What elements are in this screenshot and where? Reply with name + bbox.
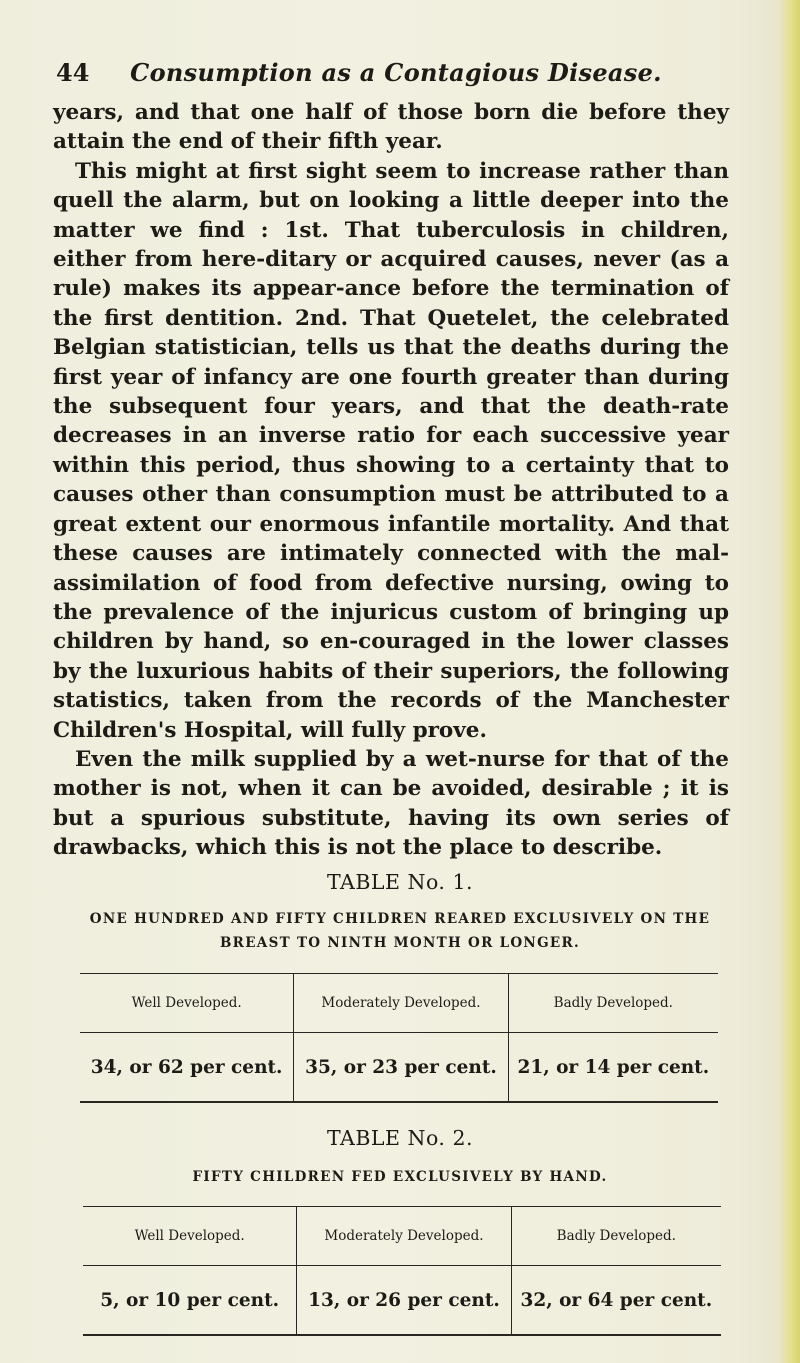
table-2 (83, 1206, 721, 1336)
table-2-title: TABLE No. 2. (326, 1126, 474, 1150)
header-moderately-developed: Moderately Developed. (294, 974, 508, 1033)
cell-moderately-developed: 13, or 26 per cent. (297, 1266, 511, 1336)
page-edge (778, 0, 800, 1363)
table-1-title: TABLE No. 1. (326, 870, 474, 894)
header-badly-developed: Badly Developed. (511, 1207, 721, 1266)
cell-badly-developed: 21, or 14 per cent. (517, 1056, 710, 1078)
cell-badly-developed: 32, or 64 per cent. (520, 1289, 713, 1311)
body-text (53, 98, 729, 863)
cell-well-developed: 34, or 62 per cent. (80, 1033, 294, 1103)
cell-moderately-developed: 35, or 23 per cent. (294, 1033, 508, 1103)
table-row (80, 1033, 718, 1103)
cell-well-developed: 5, or 10 per cent. (83, 1266, 297, 1336)
header-well-developed: Well Developed. (80, 974, 294, 1033)
paragraph: years, and that one half of those born die before they attain the end of their fifth year. (53, 100, 729, 155)
table-header-row (80, 974, 718, 1033)
header-well-developed: Well Developed. (83, 1207, 297, 1266)
header-moderately-developed: Moderately Developed. (297, 1207, 511, 1266)
table-2-subtitle: FIFTY CHILDREN FED EXCLUSIVELY BY HAND. (192, 1169, 608, 1185)
table-1 (80, 973, 718, 1103)
table-1-subtitle-line-2: BREAST TO NINTH MONTH OR LONGER. (219, 935, 581, 951)
table-row (83, 1266, 721, 1336)
table-header-row (83, 1207, 721, 1266)
running-head (56, 58, 736, 98)
paragraph: This might at first sight seem to increase rather than quell the alarm, but on looking a little deeper into the matter we find : 1st. That tuberculosis in children, either from here-ditary or acquired causes, never (as a rule) makes its appear-ance before the termination of the first dentition. 2nd. That Quetelet, the celebrated Belgian statistician, tells us that the deaths during the first year of infancy are one fourth greater than during the subsequent four years, and that the death-rate decreases in an inverse ratio for each successive year within this period, thus showing to a certainty that to causes other than consumption must be attributed to a great extent our enormous infantile mortality. And that these causes are intimately connected with the mal-assimilation of food from defective nursing, owing to the prevalence of the injuricus custom of bringing up children by hand, so en-couraged in the lower classes by the luxurious habits of their superiors, the following statistics, taken from the records of the Manchester Children's Hospital, will fully prove. (53, 158, 729, 743)
table-1-subtitle-line-1: ONE HUNDRED AND FIFTY CHILDREN REARED EXCLUSIVELY ON THE (89, 911, 711, 927)
page-number: 44 (56, 58, 90, 87)
header-badly-developed: Badly Developed. (508, 974, 718, 1033)
running-title: Consumption as a Contagious Disease. (130, 58, 662, 87)
paragraph: Even the milk supplied by a wet-nurse for that of the mother is not, when it can be avoided, desirable ; it is but a spurious substitute, having its own series of drawbacks, which this is not the place to describe. (53, 746, 729, 861)
